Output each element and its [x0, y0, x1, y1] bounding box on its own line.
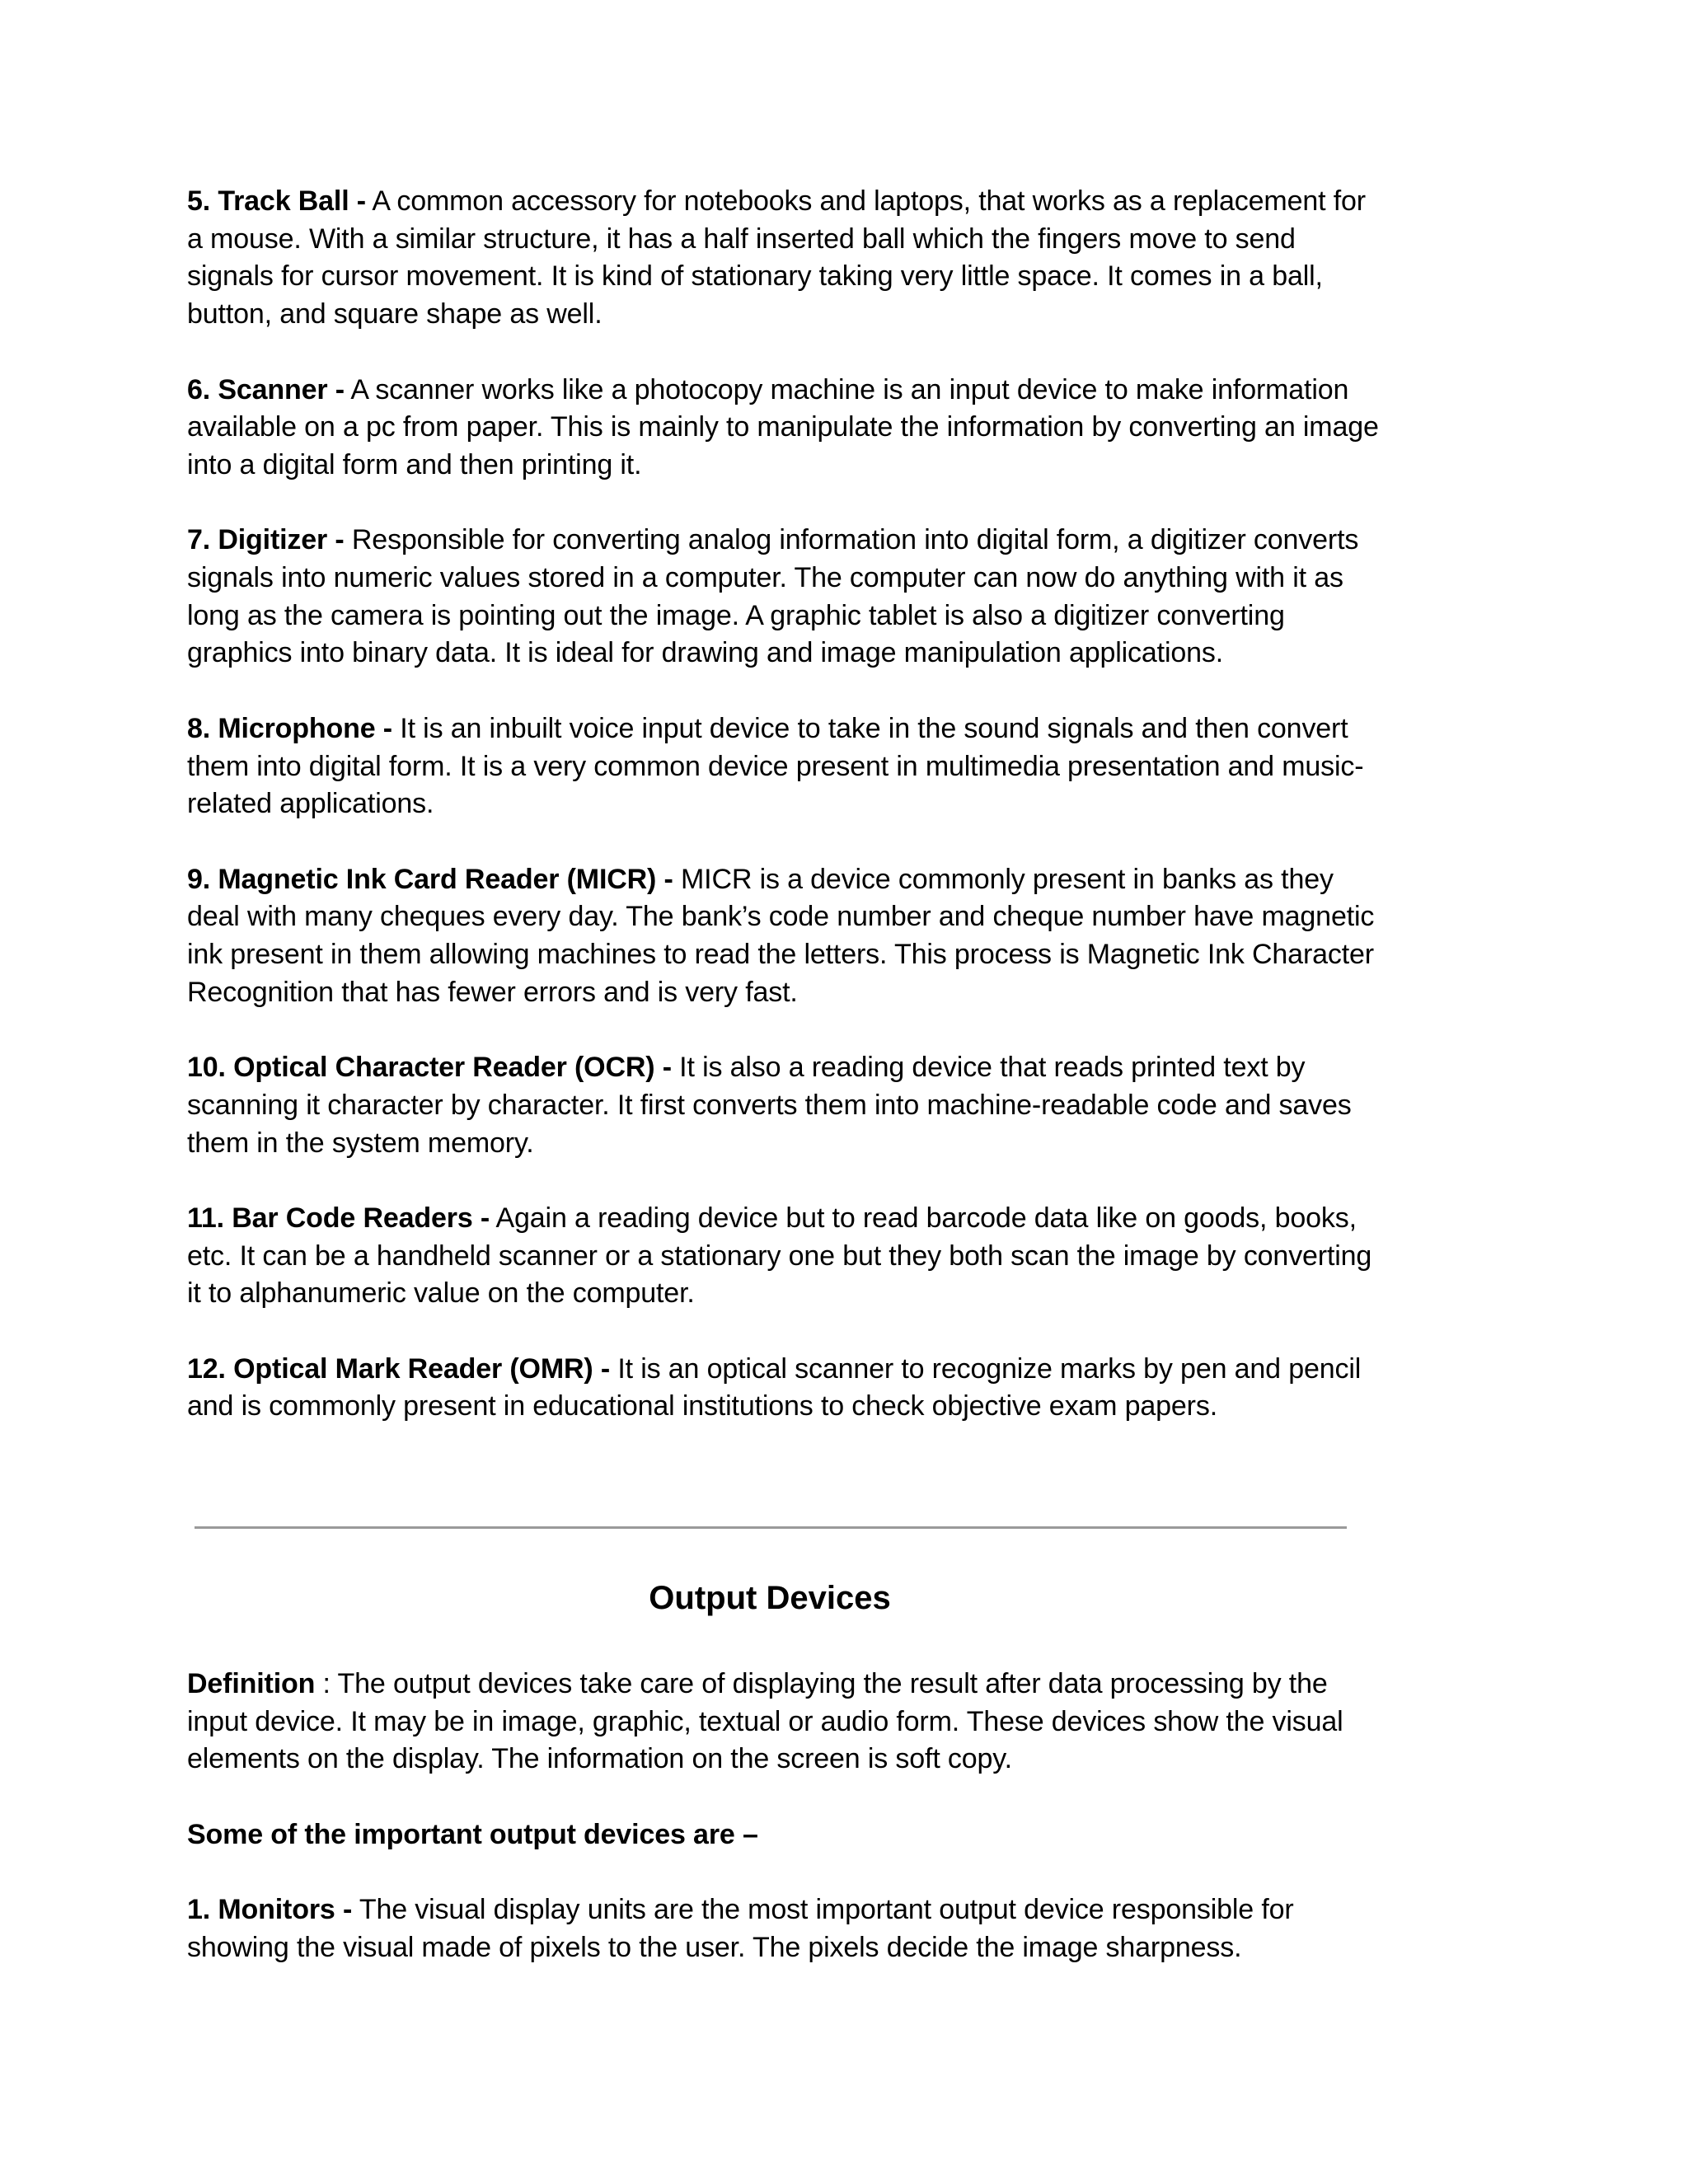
- list-item-monitors: [187, 1891, 1382, 1966]
- definition-paragraph: [187, 1666, 1382, 1779]
- item-title: 5. Track Ball -: [187, 185, 366, 217]
- list-item-digitizer: [187, 522, 1382, 673]
- input-devices-list: [187, 183, 1382, 1464]
- list-item-bar-code-readers: [187, 1200, 1382, 1313]
- horizontal-divider: [195, 1526, 1347, 1529]
- item-text: MICR is a device commonly present in banks as they deal with many cheques every day. The bank’s code number and cheque number have magnetic ink present in them allowing machines to read the letters. This process is Magnetic Ink Character Recognition that has fewer errors and is very fast.: [187, 863, 1375, 1008]
- definition-label: Definition: [187, 1668, 316, 1699]
- item-text: A scanner works like a photocopy machine is an input device to make information available on a pc from paper. This is mainly to manipulate the information by converting an image into a digital form and then printing it.: [187, 373, 1379, 480]
- item-text: It is an optical scanner to recognize marks by pen and pencil and is commonly present in educational institutions to check objective exam papers.: [187, 1352, 1362, 1422]
- list-intro-text: Some of the important output devices are –: [187, 1818, 758, 1850]
- section-heading: Output Devices: [649, 1580, 891, 1616]
- item-text: Again a reading device but to read barcode data like on goods, books, etc. It can be a handheld scanner or a stationary one but they both scan the image by converting it to alphanumeric value on the computer.: [187, 1202, 1372, 1310]
- item-text: It is also a reading device that reads printed text by scanning it character by character. It first converts them into machine-readable code and saves them in the system memory.: [187, 1052, 1352, 1159]
- output-devices-section: [187, 1666, 1382, 2004]
- list-intro: [187, 1816, 1382, 1854]
- item-text: A common accessory for notebooks and laptops, that works as a replacement for a mouse. With a similar structure, it has a half inserted ball which the fingers move to send signals for cursor movement. It is kind of stationary taking very little space. It comes in a ball, button, and square shape as well.: [187, 185, 1366, 330]
- item-text: Responsible for converting analog information into digital form, a digitizer converts signals into numeric values stored in a computer. The computer can now do anything with it as long as the camera is pointing out the image. A graphic tablet is also a digitizer converting graphics into binary data. It is ideal for drawing and image manipulation applications.: [187, 524, 1359, 669]
- item-title: 7. Digitizer -: [187, 524, 345, 556]
- item-text: The visual display units are the most important output device responsible for showing the visual made of pixels to the user. The pixels decide the image sharpness.: [187, 1894, 1294, 1963]
- item-title: 10. Optical Character Reader (OCR) -: [187, 1052, 672, 1084]
- item-text: It is an inbuilt voice input device to take in the sound signals and then convert them into digital form. It is a very common device present in multimedia presentation and music-related applications.: [187, 712, 1364, 820]
- list-item-micr: [187, 861, 1382, 1012]
- item-title: 1. Monitors -: [187, 1894, 353, 1926]
- list-item-scanner: [187, 372, 1382, 485]
- item-title: 8. Microphone -: [187, 712, 392, 744]
- list-item-omr: [187, 1351, 1382, 1426]
- item-title: 11. Bar Code Readers -: [187, 1202, 490, 1234]
- item-title: 9. Magnetic Ink Card Reader (MICR) -: [187, 863, 673, 895]
- list-item-microphone: [187, 710, 1382, 823]
- list-item-track-ball: [187, 183, 1382, 334]
- definition-text: : The output devices take care of displaying the result after data processing by the input device. It may be in image, graphic, textual or audio form. These devices show the visual elements on the display. The information on the screen is soft copy.: [187, 1668, 1343, 1775]
- item-title: 6. Scanner -: [187, 373, 345, 405]
- item-title: 12. Optical Mark Reader (OMR) -: [187, 1352, 611, 1385]
- list-item-ocr: [187, 1049, 1382, 1162]
